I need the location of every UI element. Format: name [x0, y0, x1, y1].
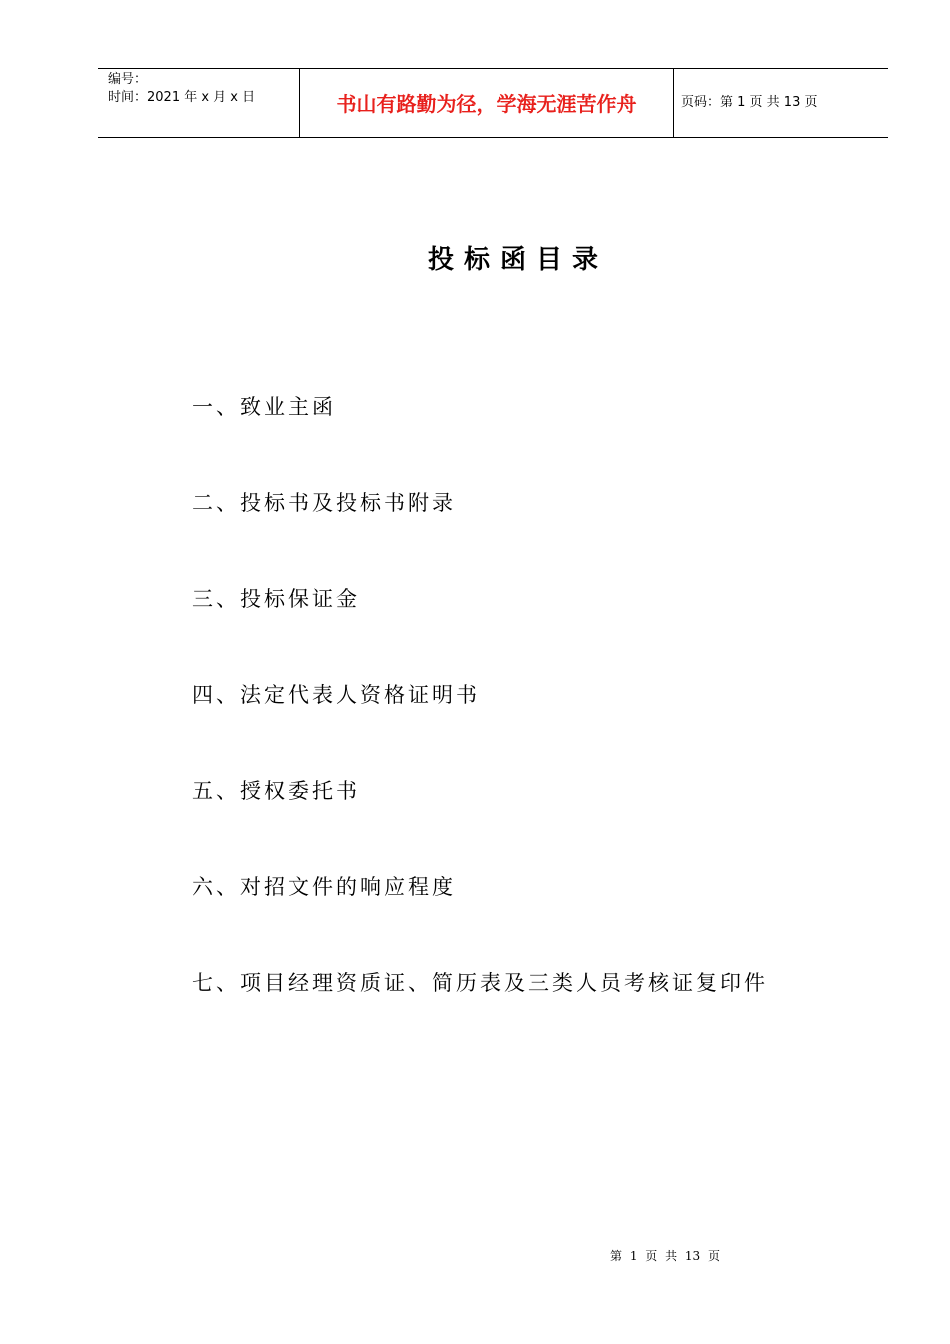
header-motto: 书山有路勤为径，学海无涯苦作舟 — [336, 92, 637, 116]
document-code-label: 编号： — [108, 72, 148, 87]
page-footer: 第 1 页 共 13 页 — [610, 1249, 720, 1263]
toc-item-2: 二、投标书及投标书附录 — [192, 491, 456, 515]
header-page-cell — [673, 69, 888, 137]
document-title: 投标函目录 — [427, 245, 608, 275]
page-header — [98, 68, 888, 138]
header-meta-cell — [98, 69, 299, 137]
header-page-info: 页码：第 1 页 共 13 页 — [681, 95, 818, 110]
toc-item-5: 五、授权委托书 — [192, 779, 360, 803]
toc-item-3: 三、投标保证金 — [192, 587, 360, 611]
toc-item-4: 四、法定代表人资格证明书 — [192, 683, 480, 707]
table-of-contents — [192, 390, 768, 1062]
toc-item-1: 一、致业主函 — [192, 395, 336, 419]
toc-item-7: 七、项目经理资质证、简历表及三类人员考核证复印件 — [192, 971, 768, 995]
document-time: 时间：2021 年 x 月 x 日 — [108, 90, 256, 105]
toc-item-6: 六、对招文件的响应程度 — [192, 875, 456, 899]
header-motto-cell — [299, 69, 674, 137]
